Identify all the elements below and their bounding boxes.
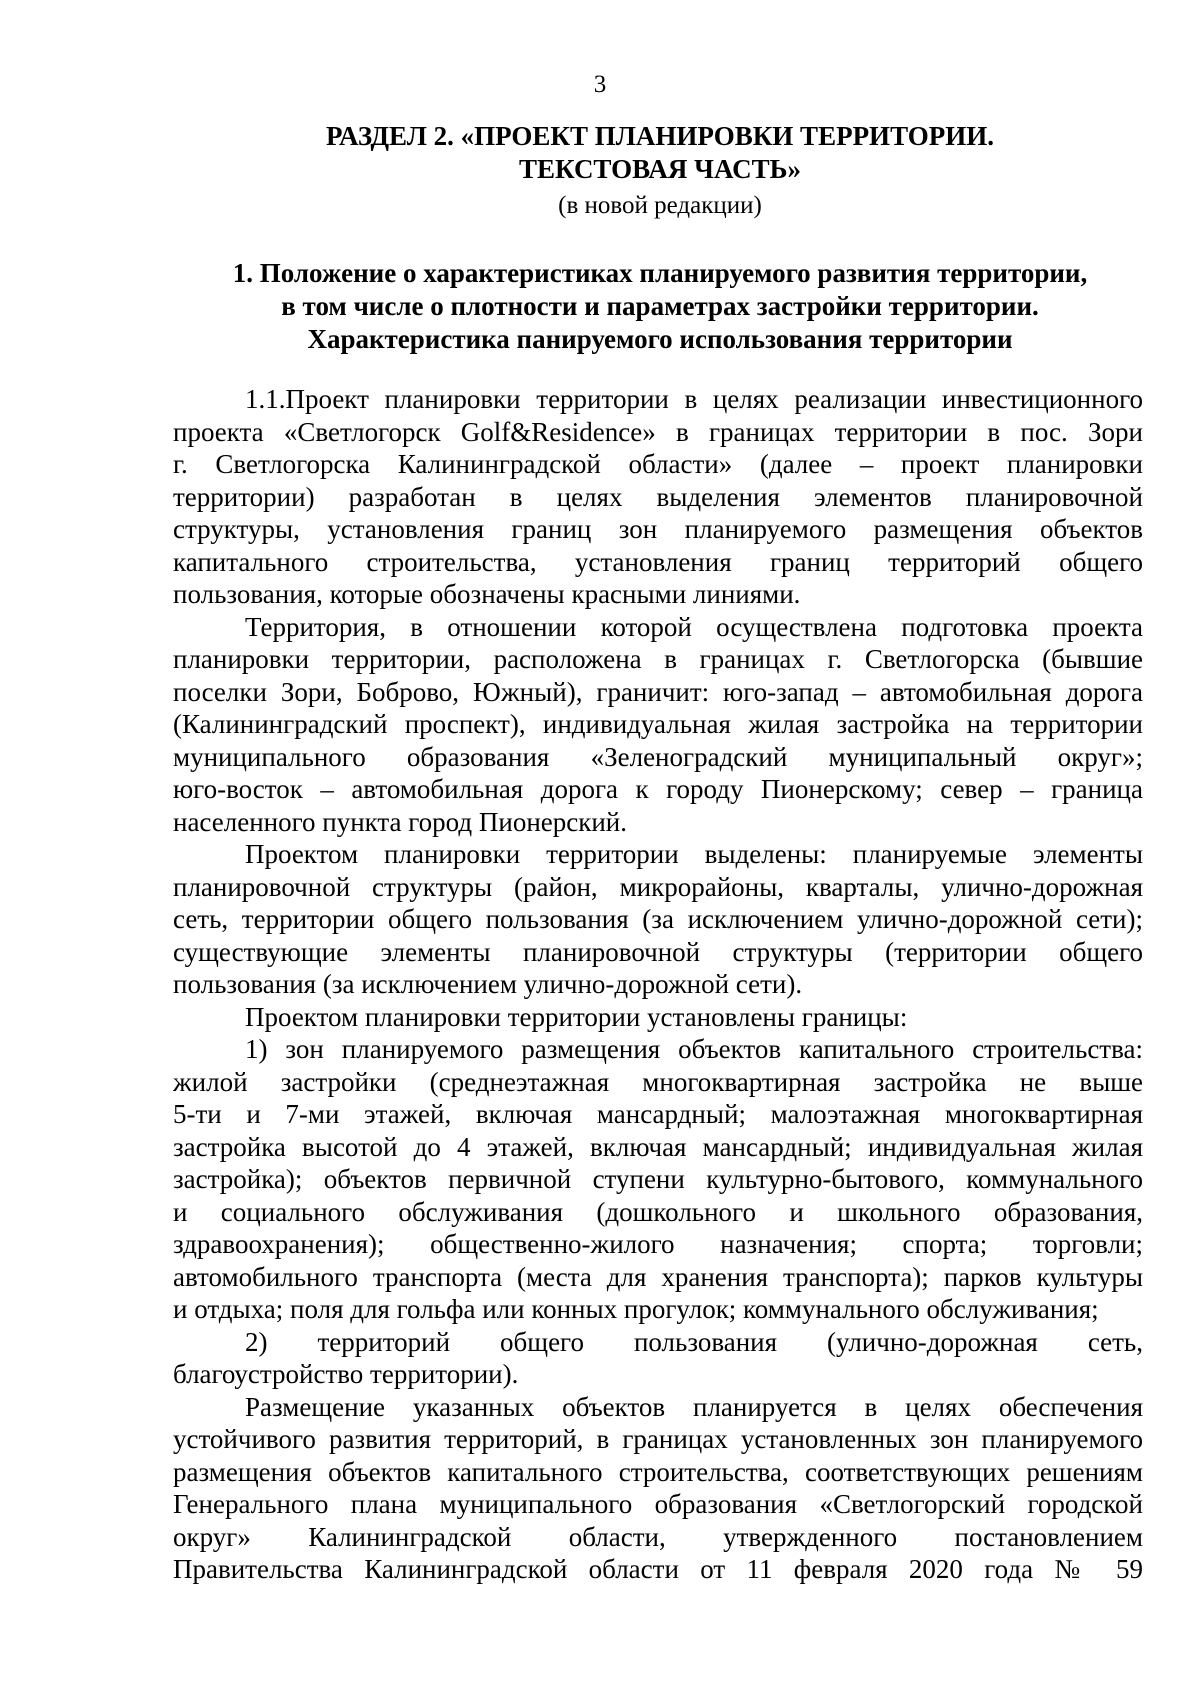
section-title bbox=[160, 120, 1160, 186]
paragraph-line: 5-ти и 7-ми этажей, включая мансардный; малоэтажная многоквартирная bbox=[173, 1099, 1143, 1129]
paragraph-line: 1.1.Проект планировки территории в целях реализации инвестиционного bbox=[245, 384, 1143, 414]
paragraph-line: застройка); объектов первичной ступени культурно-бытового, коммунального bbox=[173, 1164, 1143, 1194]
paragraph-line: жилой застройки (среднеэтажная многоквартирная застройка не выше bbox=[173, 1066, 1143, 1097]
chapter-heading-line-1: 1. Положение о характеристиках планируемого развития территории, bbox=[232, 258, 1088, 288]
paragraph-line: планировочной структуры (район, микрорайоны, кварталы, улично-дорожная bbox=[173, 871, 1143, 902]
paragraph-line: Проектом планировки территории установлены границы: bbox=[245, 1001, 908, 1032]
paragraph-line: муниципального образования «Зеленоградский муниципальный округ»; bbox=[173, 741, 1143, 772]
paragraph-line: поселки Зори, Боброво, Южный), граничит: юго-запад – автомобильная дорога bbox=[173, 676, 1143, 707]
chapter-heading-line-2: в том числе о плотности и параметрах застройки территории. bbox=[281, 291, 1039, 321]
paragraph-line: округ» Калининградской области, утвержденного постановлением bbox=[173, 1521, 1143, 1552]
chapter-heading-line-3: Характеристика панируемого использования территории bbox=[307, 324, 1013, 354]
paragraph-line: юго-восток – автомобильная дорога к городу Пионерскому; север – граница bbox=[173, 774, 1143, 804]
paragraph-line: планировки территории, расположена в границах г. Светлогорска (бывшие bbox=[173, 644, 1143, 674]
paragraph bbox=[173, 1326, 1143, 1391]
paragraph-line: благоустройство территории). bbox=[173, 1359, 519, 1389]
paragraph-line: сеть, территории общего пользования (за исключением улично-дорожной сети); bbox=[173, 904, 1143, 934]
paragraph bbox=[173, 1391, 1143, 1586]
paragraph-line: проекта «Светлогорск Golf&Residence» в границах территории в пос. Зори bbox=[173, 416, 1143, 447]
paragraph-line: застройка высотой до 4 этажей, включая мансардный; индивидуальная жилая bbox=[173, 1131, 1143, 1162]
paragraph-line: капитального строительства, установления границ территорий общего bbox=[173, 546, 1143, 577]
paragraph-line: существующие элементы планировочной структуры (территории общего bbox=[173, 936, 1143, 967]
paragraph-line: Территория, в отношении которой осуществлена подготовка проекта bbox=[245, 611, 1143, 642]
paragraph-line: и социального обслуживания (дошкольного и школьного образования, bbox=[173, 1196, 1143, 1227]
paragraph bbox=[173, 1001, 1143, 1034]
paragraph-line: устойчивого развития территорий, в границах установленных зон планируемого bbox=[173, 1424, 1143, 1454]
paragraph-line: автомобильного транспорта (места для хранения транспорта); парков культуры bbox=[173, 1261, 1143, 1292]
chapter-heading bbox=[160, 257, 1160, 356]
section-title-line-1: РАЗДЕЛ 2. «ПРОЕКТ ПЛАНИРОВКИ ТЕРРИТОРИИ. bbox=[326, 121, 994, 151]
paragraph-line: территории) разработан в целях выделения элементов планировочной bbox=[173, 481, 1143, 512]
paragraph-line: Правительства Калининградской области от 11 февраля 2020 года № 59 bbox=[173, 1554, 1143, 1584]
paragraph bbox=[173, 1033, 1143, 1326]
paragraph-line: Генерального плана муниципального образования «Светлогорский городской bbox=[173, 1489, 1143, 1519]
paragraph bbox=[173, 383, 1143, 611]
section-title-line-2: ТЕКСТОВАЯ ЧАСТЬ» bbox=[519, 154, 801, 184]
paragraph-line: населенного пункта город Пионерский. bbox=[173, 806, 628, 837]
paragraph-line: 1) зон планируемого размещения объектов капитального строительства: bbox=[245, 1034, 1143, 1064]
paragraph-line: Проектом планировки территории выделены: планируемые элементы bbox=[245, 839, 1143, 869]
paragraph-line: пользования (за исключением улично-дорожной сети). bbox=[173, 969, 803, 999]
edition-subtitle: (в новой редакции) bbox=[558, 192, 762, 219]
paragraph-line: (Калининградский проспект), индивидуальная жилая застройка на территории bbox=[173, 709, 1143, 739]
paragraph-line: 2) территорий общего пользования (улично-дорожная сеть, bbox=[245, 1326, 1143, 1357]
paragraph-line: структуры, установления границ зон планируемого размещения объектов bbox=[173, 514, 1143, 544]
paragraph-line: Размещение указанных объектов планируется в целях обеспечения bbox=[245, 1391, 1143, 1422]
paragraph-line: пользования, которые обозначены красными линиями. bbox=[173, 579, 801, 609]
paragraph bbox=[173, 838, 1143, 1001]
paragraph-line: и отдыха; поля для гольфа или конных прогулок; коммунального обслуживания; bbox=[173, 1294, 1099, 1324]
paragraph-line: размещения объектов капитального строительства, соответствующих решениям bbox=[173, 1456, 1143, 1487]
paragraph-line: здравоохранения); общественно-жилого назначения; спорта; торговли; bbox=[173, 1229, 1143, 1259]
page-number: 3 bbox=[593, 71, 607, 98]
body-text bbox=[173, 383, 1143, 1586]
paragraph bbox=[173, 611, 1143, 839]
paragraph-line: г. Светлогорска Калининградской области» (далее – проект планировки bbox=[173, 449, 1143, 479]
